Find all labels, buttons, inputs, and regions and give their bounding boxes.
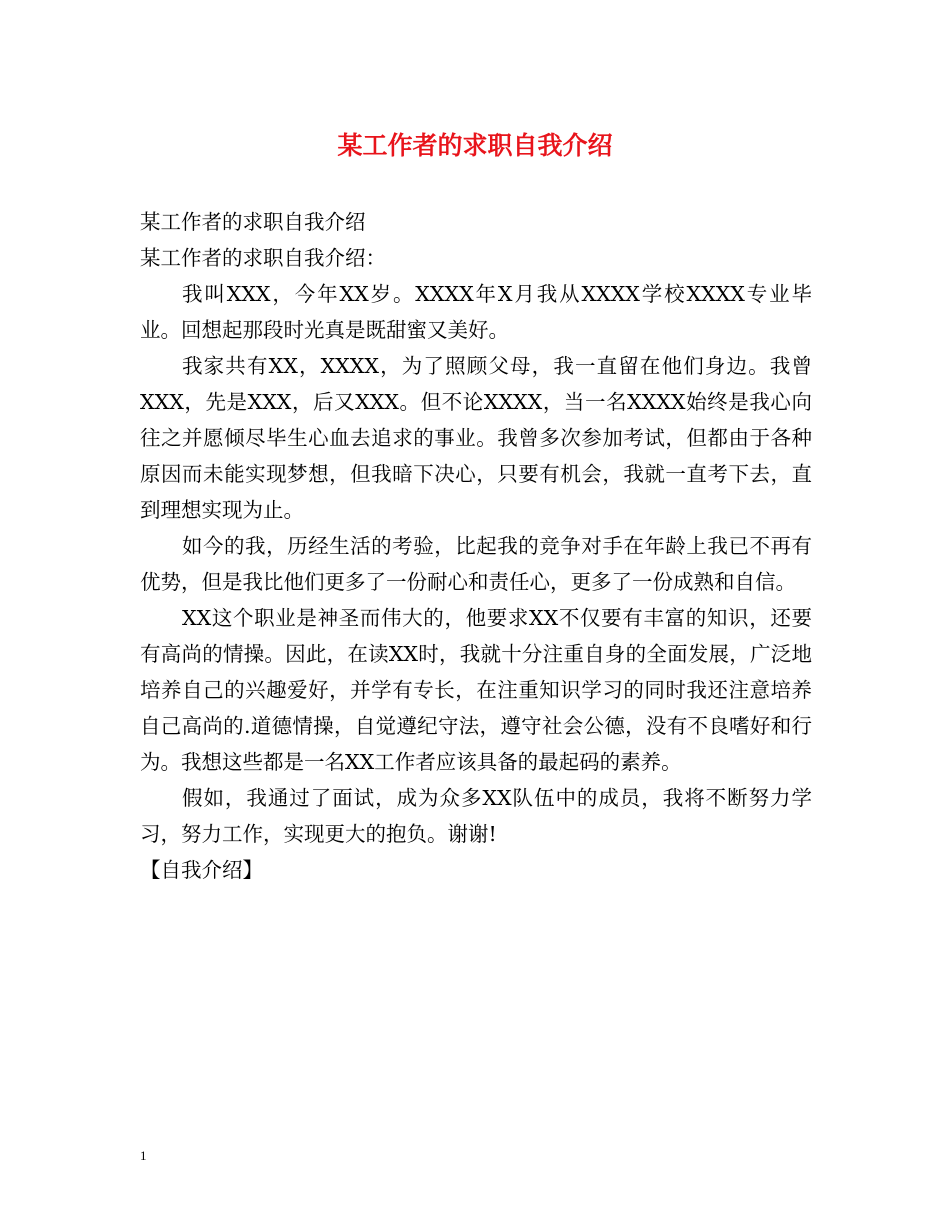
intro-heading-line: 某工作者的求职自我介绍： [140,246,386,270]
paragraph-education: 我叫XXX，今年XX岁。XXXX年X月我从XXXX学校XXXX专业毕业。回想起那段时光真是既甜蜜又美好。 [140,282,812,342]
footer-tag: 【自我介绍】 [140,858,263,882]
paragraph-profession: XX这个职业是神圣而伟大的，他要求XX不仅要有丰富的知识，还要有高尚的情操。因此，在读XX时，我就十分注重自身的全面发展，广泛地培养自己的兴趣爱好，并学有专长，在注重知识学习的同时我还注意培养自己高尚的.道德情操，自觉遵纪守法，遵守社会公德，没有不良嗜好和行为。我想这些都是一名XX工作者应该具备的最起码的素养。 [140,606,812,774]
paragraph-closing: 假如，我通过了面试，成为众多XX队伍中的成员，我将不断努力学习，努力工作，实现更大的抱负。谢谢! [140,786,812,846]
document-title: 某工作者的求职自我介绍 [337,131,613,160]
document-body [140,204,812,888]
paragraph-family: 我家共有XX，XXXX，为了照顾父母，我一直留在他们身边。我曾XXX，先是XXX，后又XXX。但不论XXXX，当一名XXXX始终是我心向往之并愿倾尽毕生心血去追求的事业。我曾多次参加考试，但都由于各种原因而未能实现梦想，但我暗下决心，只要有机会，我就一直考下去，直到理想实现为止。 [140,354,812,522]
page-number: 1 [140,1148,147,1163]
subtitle-line: 某工作者的求职自我介绍 [140,210,366,234]
paragraph-strengths: 如今的我，历经生活的考验，比起我的竞争对手在年龄上我已不再有优势，但是我比他们更多了一份耐心和责任心，更多了一份成熟和自信。 [140,534,812,594]
